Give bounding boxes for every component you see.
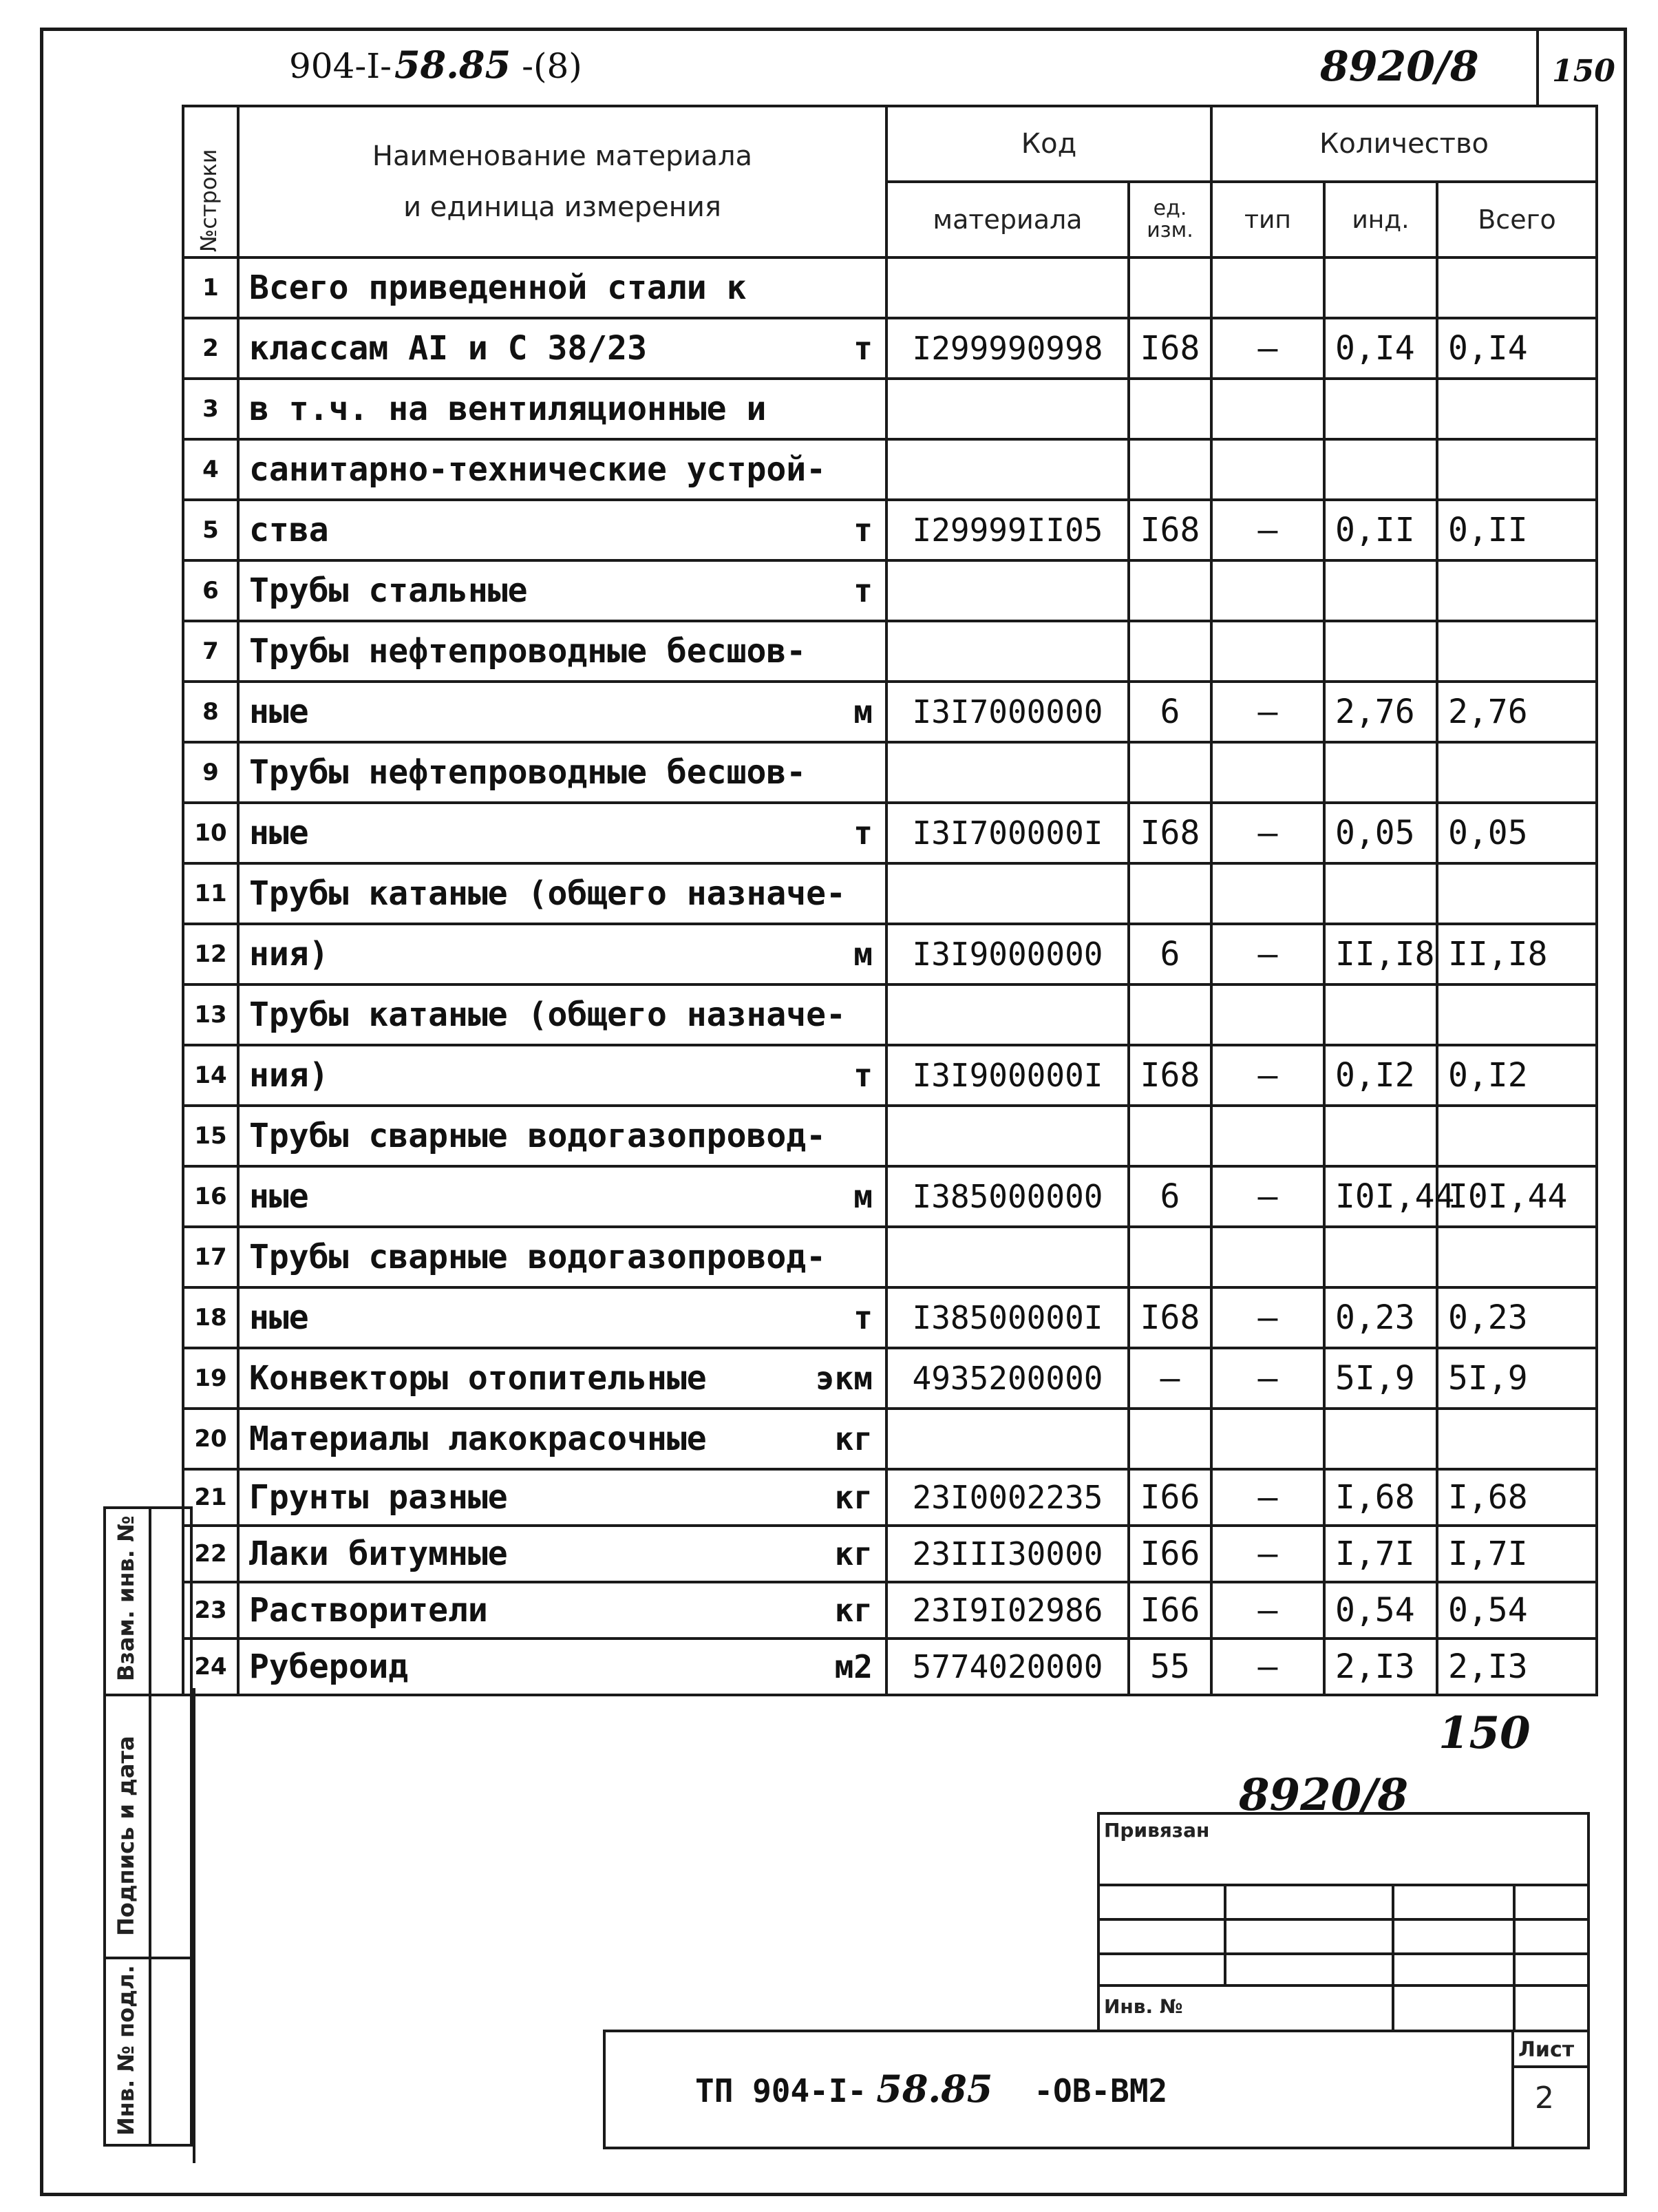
table-row	[183, 984, 1597, 1045]
material-code	[886, 1227, 1129, 1287]
table-row	[183, 863, 1597, 924]
unit-code	[1129, 560, 1211, 621]
material-name-cell	[238, 1409, 886, 1469]
quantity-ind: I,7I	[1324, 1526, 1437, 1582]
table-row	[183, 1227, 1597, 1287]
table-row	[183, 682, 1597, 742]
quantity-total: 0,II	[1437, 500, 1597, 560]
material-name-cell	[238, 984, 886, 1045]
quantity-total	[1437, 984, 1597, 1045]
quantity-type	[1211, 560, 1324, 621]
material-name-cell	[238, 439, 886, 500]
row-number: 20	[183, 1409, 238, 1469]
table-row	[183, 560, 1597, 621]
header-code-unit: ед. изм.	[1129, 182, 1211, 257]
unit-code: I68	[1129, 1045, 1211, 1106]
material-name: ния)	[249, 935, 329, 973]
material-code: I3I7000000	[886, 682, 1129, 742]
quantity-type: –	[1211, 1469, 1324, 1526]
title-block	[603, 2030, 1590, 2149]
material-code	[886, 257, 1129, 318]
material-name: Трубы сварные водогазопровод-	[249, 1117, 827, 1155]
quantity-type: –	[1211, 1166, 1324, 1227]
unit-code: 6	[1129, 924, 1211, 984]
table-row	[183, 1639, 1597, 1695]
bottom-hand-inventory: 8920/8	[1239, 1769, 1409, 1821]
quantity-type: –	[1211, 682, 1324, 742]
material-code: I299990998	[886, 318, 1129, 379]
privyazan-col-3	[1513, 1884, 1516, 2030]
row-number: 11	[183, 863, 238, 924]
material-code: 23I0002235	[886, 1469, 1129, 1526]
quantity-ind	[1324, 257, 1437, 318]
quantity-total: 0,I4	[1437, 318, 1597, 379]
table-row	[183, 1582, 1597, 1639]
quantity-total: I,7I	[1437, 1526, 1597, 1582]
unit-code: I66	[1129, 1469, 1211, 1526]
quantity-total: I,68	[1437, 1469, 1597, 1526]
row-number: 5	[183, 500, 238, 560]
row-number: 2	[183, 318, 238, 379]
row-number: 4	[183, 439, 238, 500]
quantity-ind	[1324, 1227, 1437, 1287]
row-number: 12	[183, 924, 238, 984]
unit-code	[1129, 1409, 1211, 1469]
unit-code: I66	[1129, 1526, 1211, 1582]
quantity-total	[1437, 439, 1597, 500]
row-number: 10	[183, 803, 238, 863]
material-code: I3I9000000	[886, 924, 1129, 984]
quantity-type	[1211, 439, 1324, 500]
material-unit: кг	[834, 1479, 873, 1516]
material-name: Трубы нефтепроводные бесшов-	[249, 753, 807, 792]
unit-code: 6	[1129, 1166, 1211, 1227]
header-name-line2: и единица измерения	[403, 191, 721, 223]
row-number: 15	[183, 1106, 238, 1166]
privyazan-col-1	[1224, 1884, 1226, 1987]
row-number: 18	[183, 1287, 238, 1348]
sheet-box-divider	[1511, 2065, 1587, 2068]
table-row	[183, 1106, 1597, 1166]
material-name-cell	[238, 621, 886, 682]
row-number: 23	[183, 1582, 238, 1639]
material-name-cell	[238, 924, 886, 984]
material-name: ные	[249, 814, 309, 852]
header-rownum	[183, 106, 238, 257]
material-unit: т	[853, 512, 873, 549]
quantity-type	[1211, 742, 1324, 803]
quantity-total	[1437, 560, 1597, 621]
doc-code-header	[289, 43, 582, 98]
unit-code: I68	[1129, 1287, 1211, 1348]
table-row	[183, 742, 1597, 803]
inv-no-label: Инв. №	[1104, 1995, 1183, 2018]
table-row	[183, 257, 1597, 318]
material-name-cell	[238, 257, 886, 318]
quantity-type	[1211, 863, 1324, 924]
unit-code: 6	[1129, 682, 1211, 742]
quantity-ind: I0I,44	[1324, 1166, 1437, 1227]
header-name-line1: Наименование материала	[372, 140, 753, 172]
header-qty-ind: инд.	[1324, 182, 1437, 257]
table-row	[183, 379, 1597, 439]
material-code	[886, 742, 1129, 803]
side-stamp-vzam-inv: Взам. инв. №	[113, 1515, 139, 1681]
quantity-type: –	[1211, 1582, 1324, 1639]
header-quantity: Количество	[1211, 106, 1597, 182]
material-code: 5774020000	[886, 1639, 1129, 1695]
page-number-hand: 150	[1552, 54, 1615, 89]
quantity-ind: 2,I3	[1324, 1639, 1437, 1695]
sheet-label: Лист	[1518, 2038, 1575, 2062]
material-unit: кг	[834, 1420, 873, 1457]
privyazan-col-2	[1392, 1884, 1394, 2030]
quantity-type: –	[1211, 924, 1324, 984]
material-name: ния)	[249, 1056, 329, 1095]
quantity-total	[1437, 257, 1597, 318]
material-unit: т	[853, 330, 873, 367]
material-name: Трубы стальные	[249, 571, 528, 610]
quantity-type: –	[1211, 1287, 1324, 1348]
quantity-ind	[1324, 984, 1437, 1045]
row-number: 17	[183, 1227, 238, 1287]
quantity-type: –	[1211, 1526, 1324, 1582]
quantity-total: 2,I3	[1437, 1639, 1597, 1695]
material-name-cell	[238, 863, 886, 924]
bottom-hand-page: 150	[1438, 1707, 1531, 1759]
quantity-ind: II,I8	[1324, 924, 1437, 984]
quantity-type: –	[1211, 1045, 1324, 1106]
material-name-cell	[238, 1469, 886, 1526]
header-rownum-label: №строки	[195, 149, 222, 252]
row-number: 9	[183, 742, 238, 803]
material-unit: кг	[834, 1592, 873, 1629]
header-qty-type: тип	[1211, 182, 1324, 257]
material-code	[886, 1409, 1129, 1469]
quantity-ind	[1324, 1106, 1437, 1166]
side-stamp-podpis-data: Подпись и дата	[113, 1736, 139, 1936]
quantity-ind: 0,05	[1324, 803, 1437, 863]
row-number: 3	[183, 379, 238, 439]
table-row	[183, 1469, 1597, 1526]
designation-hand: 58.85	[876, 2067, 993, 2111]
quantity-ind	[1324, 742, 1437, 803]
material-unit: т	[853, 1299, 873, 1336]
material-unit: м	[853, 1178, 873, 1215]
table-row	[183, 318, 1597, 379]
table-row	[183, 1409, 1597, 1469]
materials-table	[182, 105, 1598, 1696]
side-stamp	[103, 1506, 193, 2147]
unit-code	[1129, 1106, 1211, 1166]
quantity-ind	[1324, 439, 1437, 500]
quantity-total	[1437, 1106, 1597, 1166]
unit-code	[1129, 257, 1211, 318]
material-name: в т.ч. на вентиляционные и	[249, 390, 767, 428]
table-row	[183, 1045, 1597, 1106]
quantity-total	[1437, 621, 1597, 682]
material-name: ные	[249, 693, 309, 731]
material-name-cell	[238, 1045, 886, 1106]
material-code	[886, 863, 1129, 924]
table-row	[183, 1348, 1597, 1409]
material-name-cell	[238, 803, 886, 863]
material-unit: м2	[834, 1648, 873, 1685]
row-number: 22	[183, 1526, 238, 1582]
material-code: I3I900000I	[886, 1045, 1129, 1106]
header-code-material: материала	[886, 182, 1129, 257]
quantity-total: 0,23	[1437, 1287, 1597, 1348]
material-code	[886, 1106, 1129, 1166]
row-number: 14	[183, 1045, 238, 1106]
quantity-type	[1211, 1227, 1324, 1287]
unit-code: I68	[1129, 318, 1211, 379]
quantity-type	[1211, 984, 1324, 1045]
quantity-ind	[1324, 863, 1437, 924]
quantity-type: –	[1211, 1348, 1324, 1409]
material-name-cell	[238, 560, 886, 621]
material-name-cell	[238, 1106, 886, 1166]
material-unit: кг	[834, 1535, 873, 1572]
quantity-ind: 0,I4	[1324, 318, 1437, 379]
quantity-ind: 0,I2	[1324, 1045, 1437, 1106]
row-number: 16	[183, 1166, 238, 1227]
header-name	[238, 106, 886, 257]
material-name-cell	[238, 1526, 886, 1582]
quantity-ind: 0,23	[1324, 1287, 1437, 1348]
row-number: 8	[183, 682, 238, 742]
material-name: Материалы лакокрасочные	[249, 1420, 707, 1458]
quantity-total	[1437, 1409, 1597, 1469]
material-unit: м	[853, 936, 873, 973]
material-name: Трубы катаные (общего назначе-	[249, 874, 846, 913]
table-row	[183, 803, 1597, 863]
quantity-total	[1437, 863, 1597, 924]
quantity-type	[1211, 1409, 1324, 1469]
material-unit: т	[853, 1057, 873, 1094]
material-name-cell	[238, 1287, 886, 1348]
material-code: I29999II05	[886, 500, 1129, 560]
material-name: Конвекторы отопительные	[249, 1359, 707, 1398]
quantity-type: –	[1211, 500, 1324, 560]
page-box-divider	[1536, 28, 1539, 105]
unit-code	[1129, 742, 1211, 803]
privyazan-block	[1097, 1812, 1590, 2032]
quantity-total: II,I8	[1437, 924, 1597, 984]
material-unit: экм	[815, 1360, 873, 1397]
material-name-cell	[238, 1227, 886, 1287]
unit-code	[1129, 379, 1211, 439]
quantity-type	[1211, 1106, 1324, 1166]
unit-code	[1129, 1227, 1211, 1287]
quantity-total: 0,05	[1437, 803, 1597, 863]
material-unit: м	[853, 693, 873, 730]
table-row	[183, 924, 1597, 984]
row-number: 6	[183, 560, 238, 621]
header-code: Код	[886, 106, 1211, 182]
unit-code	[1129, 621, 1211, 682]
quantity-ind	[1324, 379, 1437, 439]
quantity-ind: I,68	[1324, 1469, 1437, 1526]
quantity-type	[1211, 257, 1324, 318]
material-name: Растворители	[249, 1591, 488, 1630]
material-code: I385000000	[886, 1166, 1129, 1227]
row-number: 21	[183, 1469, 238, 1526]
quantity-total: 5I,9	[1437, 1348, 1597, 1409]
material-code: 23I9I02986	[886, 1582, 1129, 1639]
inventory-number-hand: 8920/8	[1320, 43, 1479, 91]
table-body	[183, 257, 1597, 1695]
unit-code: –	[1129, 1348, 1211, 1409]
material-name-cell	[238, 379, 886, 439]
unit-code	[1129, 863, 1211, 924]
row-number: 7	[183, 621, 238, 682]
material-name: Трубы катаные (общего назначе-	[249, 996, 846, 1034]
material-code: 23III30000	[886, 1526, 1129, 1582]
quantity-ind	[1324, 621, 1437, 682]
material-code: I3I700000I	[886, 803, 1129, 863]
material-name: Всего приведенной стали к	[249, 268, 747, 307]
table-row	[183, 1166, 1597, 1227]
quantity-ind: 5I,9	[1324, 1348, 1437, 1409]
unit-code: 55	[1129, 1639, 1211, 1695]
material-code: 4935200000	[886, 1348, 1129, 1409]
table-row	[183, 439, 1597, 500]
side-stamp-inv-podl: Инв. № подл.	[113, 1965, 139, 2136]
quantity-total	[1437, 742, 1597, 803]
quantity-type	[1211, 621, 1324, 682]
designation-prefix: ТП 904-I-	[695, 2072, 867, 2109]
material-code	[886, 984, 1129, 1045]
material-name: Рубероид	[249, 1647, 409, 1686]
row-number: 24	[183, 1639, 238, 1695]
document-designation	[695, 2067, 1167, 2111]
unit-code: I66	[1129, 1582, 1211, 1639]
doc-code-hand: 58.85	[394, 43, 511, 87]
material-name: Лаки битумные	[249, 1535, 508, 1573]
material-name: санитарно-технические устрой-	[249, 450, 827, 489]
header-qty-total: Всего	[1437, 182, 1597, 257]
table-row	[183, 1526, 1597, 1582]
table-row	[183, 1287, 1597, 1348]
material-code	[886, 560, 1129, 621]
quantity-total: I0I,44	[1437, 1166, 1597, 1227]
material-name: ства	[249, 511, 329, 549]
quantity-ind: 0,54	[1324, 1582, 1437, 1639]
material-name-cell	[238, 682, 886, 742]
material-name-cell	[238, 1639, 886, 1695]
table-row	[183, 500, 1597, 560]
quantity-total	[1437, 379, 1597, 439]
quantity-total	[1437, 1227, 1597, 1287]
side-stamp-divider-1	[106, 1694, 190, 1696]
material-code	[886, 621, 1129, 682]
material-unit: т	[853, 814, 873, 852]
material-name: Трубы сварные водогазопровод-	[249, 1238, 827, 1276]
quantity-type: –	[1211, 803, 1324, 863]
unit-code: I68	[1129, 803, 1211, 863]
material-name-cell	[238, 1582, 886, 1639]
quantity-ind	[1324, 560, 1437, 621]
lower-area-left-border	[193, 1688, 195, 2163]
material-code	[886, 379, 1129, 439]
material-name-cell	[238, 318, 886, 379]
material-name-cell	[238, 742, 886, 803]
doc-code-suffix: -(8)	[522, 46, 582, 86]
material-name-cell	[238, 1348, 886, 1409]
material-unit: т	[853, 572, 873, 609]
row-number: 13	[183, 984, 238, 1045]
sheet-box-left	[1511, 2032, 1514, 2147]
quantity-total: 0,54	[1437, 1582, 1597, 1639]
designation-suffix: -ОВ-ВМ2	[1034, 2072, 1168, 2109]
quantity-type: –	[1211, 318, 1324, 379]
row-number: 1	[183, 257, 238, 318]
material-name-cell	[238, 1166, 886, 1227]
quantity-total: 2,76	[1437, 682, 1597, 742]
doc-code-prefix: 904-I-	[289, 46, 392, 86]
material-name: ные	[249, 1298, 309, 1337]
sheet-number: 2	[1535, 2081, 1554, 2116]
quantity-ind: 2,76	[1324, 682, 1437, 742]
unit-code: I68	[1129, 500, 1211, 560]
material-name: ные	[249, 1177, 309, 1216]
quantity-type: –	[1211, 1639, 1324, 1695]
material-code: I38500000I	[886, 1287, 1129, 1348]
row-number: 19	[183, 1348, 238, 1409]
table-row	[183, 621, 1597, 682]
quantity-ind: 0,II	[1324, 500, 1437, 560]
quantity-type	[1211, 379, 1324, 439]
material-name-cell	[238, 500, 886, 560]
privyazan-label: Привязан	[1104, 1819, 1210, 1842]
unit-code	[1129, 984, 1211, 1045]
quantity-ind	[1324, 1409, 1437, 1469]
material-name: классам AI и С 38/23	[249, 329, 647, 368]
side-stamp-divider-2	[106, 1957, 190, 1959]
unit-code	[1129, 439, 1211, 500]
quantity-total: 0,I2	[1437, 1045, 1597, 1106]
material-name: Трубы нефтепроводные бесшов-	[249, 632, 807, 671]
material-name: Грунты разные	[249, 1478, 508, 1517]
material-code	[886, 439, 1129, 500]
